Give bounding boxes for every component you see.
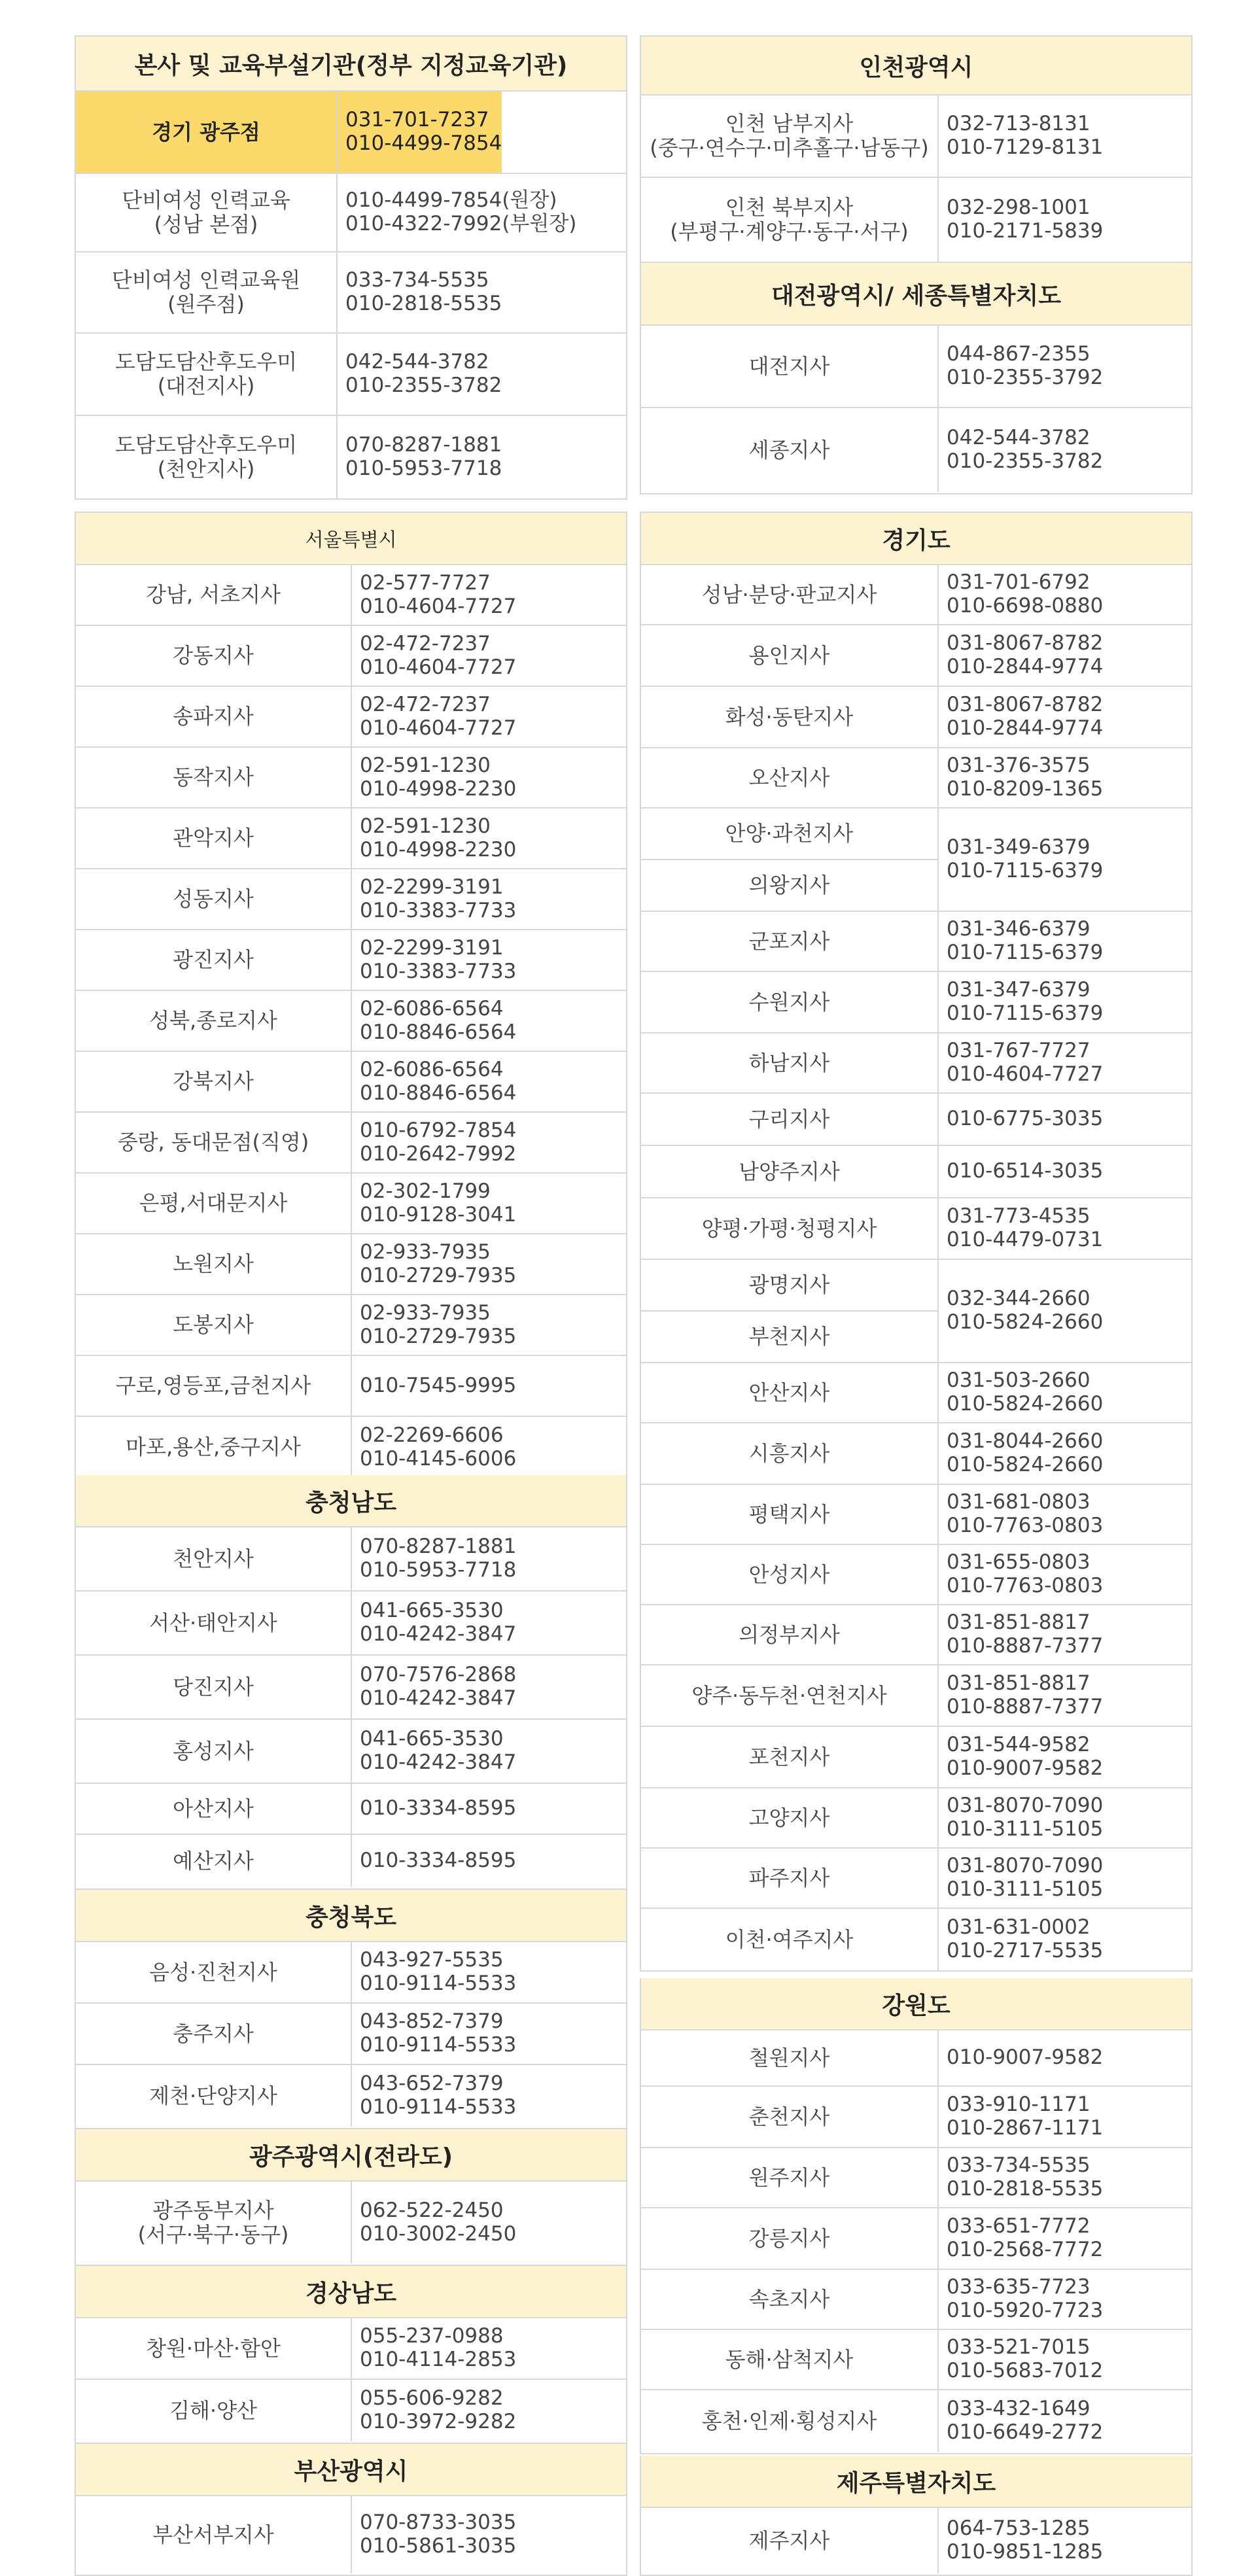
branch-row [76,2380,626,2441]
branch-phone[interactable]: 02-2269-6606 010-4145-6006 [360,1423,517,1471]
branch-phone[interactable]: 010-9007-9582 [947,2045,1104,2070]
branch-phone[interactable]: 043-927-5535 010-9114-5533 [360,1948,517,1995]
section-title: 제주특별자치도 [641,2456,1191,2508]
branch-phone[interactable]: 055-237-0988 010-4114-2853 [360,2324,517,2371]
branch-row [641,687,1191,748]
branch-phone[interactable]: 033-910-1171 010-2867-1171 [947,2093,1104,2140]
branch-phone[interactable]: 02-472-7237 010-4604-7727 [360,692,517,740]
section-gyeongnam [75,2266,627,2444]
branch-row [76,1835,626,1887]
section-title: 광주광역시(전라도) [76,2129,626,2182]
branch-name: 양주·동두천·연천지사 [641,1665,939,1726]
branch-name: 의왕지사 [748,873,830,898]
branch-phone[interactable]: 010-3334-8595 [360,1796,517,1820]
branch-name: 관악지사 [76,809,352,868]
branch-phone[interactable]: 02-591-1230 010-4998-2230 [360,814,517,862]
branch-row [76,1527,626,1592]
branch-phone[interactable]: 031-8067-8782 010-2844-9774 [947,631,1104,678]
branch-phone[interactable]: 031-503-2660 010-5824-2660 [947,1368,1104,1416]
branch-row [76,748,626,809]
branch-name: 부천지사 [748,1324,830,1349]
branch-row [76,334,626,416]
branch-name: 강남, 서초지사 [76,565,352,625]
branch-phone[interactable]: 010-6514-3035 [947,1159,1104,1183]
branch-name: 도담도담산후도우미 (대전지사) [76,334,338,415]
branch-phone[interactable]: 02-2299-3191 010-3383-7733 [360,935,517,983]
branch-name: 노원지사 [76,1234,352,1294]
branch-row [76,1356,626,1417]
branch-row [641,1788,1191,1849]
branch-name: 충주지사 [76,2004,352,2064]
branch-name: 세종지사 [641,408,939,492]
branch-name: 광진지사 [76,930,352,990]
branch-row [76,2065,626,2127]
branch-row [76,2496,626,2573]
branch-row [76,1295,626,1356]
branch-name: 강북지사 [76,1052,352,1111]
branch-phone[interactable]: 033-635-7723 010-5920-7723 [947,2275,1104,2322]
branch-phone[interactable]: 02-933-7935 010-2729-7935 [360,1240,517,1287]
branch-phone[interactable]: 031-681-0803 010-7763-0803 [947,1490,1104,1537]
branch-row [76,1234,626,1295]
branch-row [641,1727,1191,1788]
branch-name: 안산지사 [641,1363,939,1422]
section-gwangju [75,2129,627,2266]
section-title: 대전광역시/ 세종특별자치도 [641,263,1191,326]
branch-name: 포천지사 [641,1727,939,1787]
branch-row [641,2208,1191,2270]
branch-phone[interactable]: 02-591-1230 010-4998-2230 [360,753,517,801]
branch-row [641,1485,1191,1545]
branch-name: 안성지사 [641,1545,939,1604]
branch-name: 시흥지사 [641,1423,939,1484]
branch-phone[interactable]: 043-852-7379 010-9114-5533 [360,2010,517,2057]
branch-name: 대전지사 [641,326,939,407]
branch-row [76,2318,626,2380]
branch-row [76,1784,626,1835]
branch-row [641,565,1191,625]
branch-phone[interactable]: 031-376-3575 010-8209-1365 [947,754,1104,801]
branch-name: 제천·단양지사 [76,2065,352,2127]
branch-name: 이천·여주지사 [641,1909,939,1970]
branch-name: 원주지사 [641,2148,939,2207]
branch-name: 성남·분당·판교지사 [641,565,939,624]
branch-name: 도봉지사 [76,1295,352,1355]
branch-row [76,174,626,252]
section-gyeonggi [640,512,1193,1972]
branch-row [76,991,626,1052]
branch-name: 경기 광주점 [76,92,338,173]
branch-phone[interactable]: 031-631-0002 010-2717-5535 [947,1915,1104,1962]
branch-phone[interactable]: 02-302-1799 010-9128-3041 [360,1179,517,1227]
branch-row [641,1146,1191,1198]
branch-name: 철원지사 [641,2030,939,2085]
branch-name: 오산지사 [641,748,939,807]
branch-name: 의정부지사 [641,1605,939,1664]
branch-name: 광명지사 [641,1260,937,1312]
branch-phone[interactable]: 033-521-7015 010-5683-7012 [947,2335,1104,2382]
branch-phone[interactable]: 031-8044-2660 010-5824-2660 [947,1429,1104,1476]
branch-row [641,2270,1191,2330]
branch-row [641,2030,1191,2087]
branch-phone[interactable]: 041-665-3530 010-4242-3847 [360,1727,517,1774]
branch-name: 구로,영등포,금천지사 [76,1356,352,1416]
branch-row [641,809,1191,912]
branch-name: 도담도담산후도우미 (천안지사) [76,416,338,498]
branch-name: 안양·과천지사 [641,809,937,860]
branch-phone[interactable]: 032-713-8131 010-7129-8131 [947,112,1104,159]
branch-phone[interactable]: 064-753-1285 010-9851-1285 [947,2516,1104,2564]
branch-name: 송파지사 [76,687,352,746]
branch-row [641,2087,1191,2148]
branch-phone[interactable]: 031-655-0803 010-7763-0803 [947,1550,1104,1597]
branch-phone[interactable]: 010-6792-7854 010-2642-7992 [360,1118,517,1166]
branch-name: 양평·가평·청평지사 [641,1198,939,1259]
branch-name: 아산지사 [76,1784,352,1834]
branch-phone[interactable]: 042-544-3782 010-2355-3782 [947,426,1104,473]
branch-phone[interactable]: 031-851-8817 010-8887-7377 [947,1671,1104,1718]
branch-phone[interactable]: 031-8070-7090 010-3111-5105 [947,1794,1104,1841]
branch-row [76,1052,626,1113]
branch-name: 예산지사 [76,1835,352,1887]
branch-row [641,1363,1191,1423]
branch-phone[interactable]: 032-344-2660 010-5824-2660 [947,1287,1104,1334]
branch-row [76,1592,626,1656]
branch-phone[interactable]: 010-6775-3035 [947,1107,1104,1131]
section-title: 강원도 [641,1978,1191,2030]
branch-name: 동해·삼척지사 [641,2330,939,2389]
branch-row [76,252,626,334]
section-title: 서울특별시 [76,513,626,565]
branch-name: 인천 북부지사 (부평구·계양구·동구·서구) [641,178,939,262]
branch-row [76,930,626,991]
section-busan [75,2444,627,2576]
branch-phone[interactable]: 070-8287-1881 010-5953-7718 [360,1535,517,1582]
branch-row [641,625,1191,687]
branch-row [641,1198,1191,1260]
branch-phone[interactable]: 010-7545-9995 [360,1373,517,1397]
branch-phone[interactable]: 02-933-7935 010-2729-7935 [360,1300,517,1348]
branch-row [76,2182,626,2263]
branch-name: 성동지사 [76,869,352,929]
branch-name: 속초지사 [641,2270,939,2329]
branch-row [641,1605,1191,1665]
branch-row [76,809,626,869]
section-title: 본사 및 교육부설기관(정부 지정교육기관) [76,37,626,92]
section-title: 충청북도 [76,1890,626,1942]
branch-row [76,92,626,174]
branch-name: 용인지사 [641,625,939,686]
branch-row [641,1034,1191,1094]
branch-name: 은평,서대문지사 [76,1174,352,1233]
branch-phone[interactable]: 031-349-6379 010-7115-6379 [947,835,1104,882]
section-chungbuk [75,1890,627,2129]
branch-phone[interactable]: 031-346-6379 010-7115-6379 [947,917,1104,964]
branch-row [641,2148,1191,2208]
branch-row [641,1909,1191,1970]
branch-phone[interactable]: 02-6086-6564 010-8846-6564 [360,1057,517,1105]
branch-phone[interactable]: 031-851-8817 010-8887-7377 [947,1610,1104,1658]
branch-name: 강동지사 [76,626,352,686]
section-jeju [640,2456,1193,2576]
branch-phone[interactable]: 033-432-1649 010-6649-2772 [947,2397,1104,2444]
branch-row [641,1423,1191,1485]
branch-name: 남양주지사 [641,1146,939,1197]
section-daejeon [640,263,1193,495]
section-title: 부산광역시 [76,2444,626,2496]
section-gangwon [640,1978,1193,2454]
branch-phone[interactable]: 031-701-6792 010-6698-0880 [947,570,1104,618]
branch-name: 부산서부지사 [76,2496,352,2573]
branch-name: 당진지사 [76,1656,352,1718]
branch-phone[interactable]: 033-734-5535 010-2818-5535 [345,268,502,315]
branch-name: 마포,용산,중구지사 [76,1417,352,1478]
branch-row [641,96,1191,178]
branch-row [641,2330,1191,2390]
branch-phone[interactable]: 02-2299-3191 010-3383-7733 [360,875,517,922]
section-title: 경기도 [641,513,1191,565]
branch-row [76,2004,626,2065]
branch-row [76,869,626,930]
branch-row [641,1545,1191,1605]
section-title: 인천광역시 [641,37,1191,96]
branch-row [641,1094,1191,1146]
section-incheon [640,35,1193,263]
branch-name: 창원·마산·함안 [76,2318,352,2378]
branch-row [641,326,1191,408]
branch-phone[interactable]: 041-665-3530 010-4242-3847 [360,1599,517,1646]
branch-phone[interactable]: 070-8287-1881 010-5953-7718 [345,433,502,480]
branch-name: 천안지사 [76,1527,352,1590]
branch-name: 파주지사 [641,1849,939,1907]
branch-phone[interactable]: 010-4499-7854(원장) 010-4322-7992(부원장) [345,188,577,235]
branch-phone[interactable]: 031-347-6379 010-7115-6379 [947,978,1104,1025]
branch-row [641,408,1191,492]
branch-row [76,1417,626,1478]
branch-name: 제주지사 [641,2508,939,2573]
branch-row [641,2508,1191,2573]
branch-phone[interactable]: 032-298-1001 010-2171-5839 [947,196,1104,243]
branch-phone[interactable]: 031-8070-7090 010-3111-5105 [947,1854,1104,1901]
branch-name: 평택지사 [641,1485,939,1544]
branch-phone[interactable]: 043-652-7379 010-9114-5533 [360,2072,517,2119]
branch-row [641,1665,1191,1727]
branch-name: 단비여성 인력교육원 (원주점) [76,252,338,332]
section-chungnam [75,1475,627,1890]
branch-row [641,748,1191,809]
branch-name: 음성·진천지사 [76,1942,352,2002]
branch-phone[interactable]: 070-8733-3035 010-5861-3035 [360,2511,517,2558]
branch-name: 강릉지사 [641,2208,939,2269]
branch-name: 서산·태안지사 [76,1592,352,1654]
branch-name: 김해·양산 [76,2380,352,2441]
branch-name: 하남지사 [641,1034,939,1092]
branch-phone[interactable]: 070-7576-2868 010-4242-3847 [360,1663,517,1710]
branch-phone[interactable]: 033-734-5535 010-2818-5535 [947,2153,1104,2201]
branch-row [641,972,1191,1034]
branch-phone[interactable]: 044-867-2355 010-2355-3792 [947,342,1104,389]
branch-row [76,626,626,687]
branch-name: 성북,종로지사 [76,991,352,1051]
branch-phone[interactable]: 02-472-7237 010-4604-7727 [360,631,517,679]
branch-phone[interactable]: 010-3334-8595 [360,1849,517,1873]
branch-name: 춘천지사 [641,2087,939,2147]
branch-phone[interactable]: 031-701-7237 010-4499-7854 [338,92,502,173]
branch-name: 단비여성 인력교육 (성남 본점) [76,174,338,251]
branch-phone[interactable]: 031-773-4535 010-4479-0731 [947,1204,1104,1251]
branch-phone[interactable]: 031-544-9582 010-9007-9582 [947,1733,1104,1780]
branch-row [641,178,1191,262]
branch-name: 인천 남부지사 (중구·연수구·미추홀구·남동구) [641,96,939,177]
branch-name: 광주동부지사 (서구·북구·동구) [76,2182,352,2263]
branch-phone[interactable]: 042-544-3782 010-2355-3782 [345,350,502,397]
section-hq [75,35,627,500]
branch-name: 홍성지사 [76,1720,352,1783]
section-title: 경상남도 [76,2266,626,2318]
branch-row [76,1942,626,2004]
branch-phone[interactable]: 031-8067-8782 010-2844-9774 [947,693,1104,740]
branch-name: 중랑, 동대문점(직영) [76,1113,352,1172]
branch-row [641,2390,1191,2452]
branch-phone[interactable]: 02-6086-6564 010-8846-6564 [360,996,517,1044]
branch-row [641,1260,1191,1363]
branch-name: 고양지사 [641,1788,939,1847]
branch-phone[interactable]: 055-606-9282 010-3972-9282 [360,2386,517,2433]
branch-name: 동작지사 [76,748,352,807]
branch-row [76,1720,626,1784]
branch-phone[interactable]: 033-651-7772 010-2568-7772 [947,2214,1104,2261]
branch-phone[interactable]: 02-577-7727 010-4604-7727 [360,570,517,618]
branch-row [76,687,626,748]
section-seoul [75,512,627,1479]
section-title: 충청남도 [76,1475,626,1527]
branch-row [641,912,1191,972]
branch-row [76,416,626,498]
branch-row [641,1849,1191,1909]
branch-row [76,1174,626,1234]
branch-row [76,1656,626,1720]
branch-name: 구리지사 [641,1094,939,1145]
branch-phone[interactable]: 031-767-7727 010-4604-7727 [947,1039,1104,1086]
branch-row [76,565,626,626]
branch-name: 홍천·인제·횡성지사 [641,2390,939,2452]
branch-name: 수원지사 [641,972,939,1032]
branch-name: 화성·동탄지사 [641,687,939,747]
branch-phone[interactable]: 062-522-2450 010-3002-2450 [360,2198,517,2246]
branch-name: 군포지사 [641,912,939,971]
branch-row [76,1113,626,1174]
